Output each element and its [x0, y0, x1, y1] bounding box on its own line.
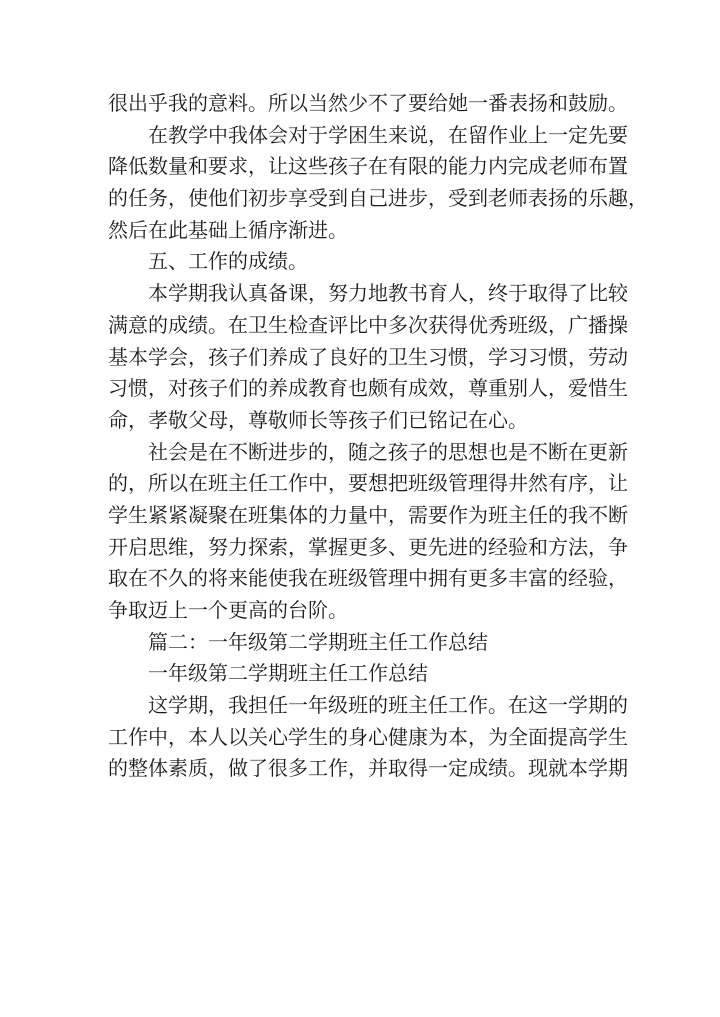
text-line-10: 习惯，对孩子们的养成教育也颇有成效，尊重别人，爱惜生 — [108, 376, 628, 401]
text-line-11: 命，孝敬父母，尊敬师长等孩子们已铭记在心。 — [108, 407, 528, 432]
text-line-21: 工作中，本人以关心学生的身心健康为本，为全面提高学生 — [108, 724, 628, 749]
chapter-heading: 篇二：一年级第二学期班主任工作总结 — [148, 629, 488, 654]
text-line-13: 的，所以在班主任工作中，要想把班级管理得井然有序，让 — [108, 471, 628, 496]
text-line-3: 降低数量和要求，让这些孩子在有限的能力内完成老师布置 — [108, 154, 628, 179]
text-line-9: 基本学会，孩子们养成了良好的卫生习惯，学习习惯，劳动 — [108, 344, 628, 369]
text-line-17: 争取迈上一个更高的台阶。 — [108, 598, 348, 622]
text-line-14: 学生紧紧凝聚在班集体的力量中，需要作为班主任的我不断 — [108, 502, 628, 527]
text-line-15: 开启思维，努力探索，掌握更多、更先进的经验和方法，争 — [108, 534, 628, 559]
text-line-4: 的任务，使他们初步享受到自己进步，受到老师表扬的乐趣， — [108, 186, 648, 211]
text-line-7: 本学期我认真备课，努力地教书育人，终于取得了比较 — [148, 281, 628, 306]
text-line-5: 然后在此基础上循序渐进。 — [108, 217, 348, 242]
text-line-1: 很出乎我的意料。所以当然少不了要给她一番表扬和鼓励。 — [108, 91, 628, 115]
text-line-16: 取在不久的将来能使我在班级管理中拥有更多丰富的经验， — [108, 566, 628, 591]
text-line-20: 这学期，我担任一年级班的班主任工作。在这一学期的 — [148, 693, 628, 718]
section-heading-achievements: 五、工作的成绩。 — [148, 249, 308, 274]
text-line-2: 在教学中我体会对于学困生来说，在留作业上一定先要 — [148, 122, 628, 147]
text-line-22: 的整体素质，做了很多工作，并取得一定成绩。现就本学期 — [108, 756, 628, 781]
document-page — [108, 88, 648, 785]
text-line-12: 社会是在不断进步的，随之孩子的思想也是不断在更新 — [148, 439, 628, 464]
text-line-8: 满意的成绩。在卫生检查评比中多次获得优秀班级，广播操 — [108, 312, 628, 337]
document-title: 一年级第二学期班主任工作总结 — [148, 661, 428, 686]
